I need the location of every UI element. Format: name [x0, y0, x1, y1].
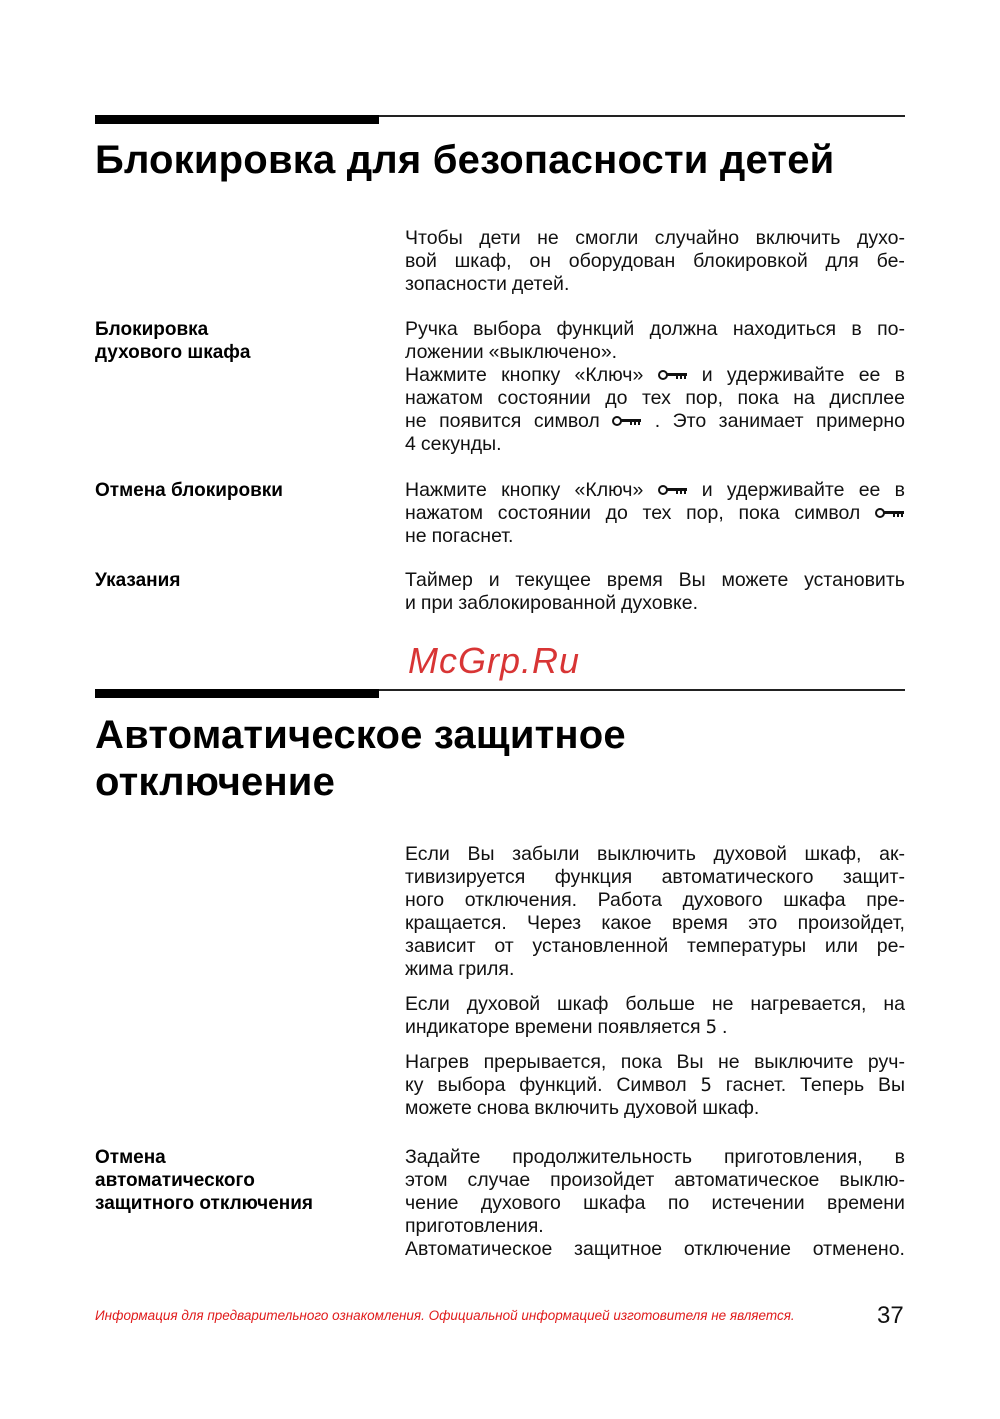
- word: какое: [601, 912, 652, 934]
- text-line: [405, 341, 905, 364]
- word: пор,: [686, 502, 724, 524]
- word: руч-: [867, 1051, 905, 1073]
- text-line: [405, 866, 905, 889]
- word: и: [488, 569, 500, 591]
- word: отключения.: [464, 889, 578, 911]
- label-line: автоматического: [95, 1170, 255, 1191]
- intro-paragraph: [405, 227, 905, 296]
- text-line: [405, 569, 905, 592]
- text-line: [405, 1169, 905, 1192]
- word: духовой: [466, 993, 541, 1015]
- word: до: [605, 502, 628, 524]
- word: и: [701, 479, 713, 501]
- word: оборудован: [568, 250, 676, 272]
- text-line: [405, 433, 905, 456]
- word: текущее: [515, 569, 591, 591]
- word: температуры: [687, 935, 807, 957]
- text-line: [405, 993, 905, 1016]
- text-line: [405, 410, 905, 433]
- word: пока: [738, 502, 780, 524]
- label-line: Отмена блокировки: [95, 480, 283, 501]
- word: на: [793, 387, 815, 409]
- word: продолжительность: [512, 1146, 693, 1168]
- text-line: [405, 479, 905, 502]
- word: время: [606, 569, 663, 591]
- word: «Ключ»: [574, 479, 644, 501]
- word: смогли: [575, 227, 639, 249]
- word: Вы: [676, 1051, 704, 1073]
- word: дисплее: [829, 387, 905, 409]
- word: Автоматическое: [405, 1238, 553, 1260]
- word: больше: [625, 993, 695, 1015]
- word: по-: [877, 318, 905, 340]
- word: выключите: [754, 1051, 854, 1073]
- word: ре-: [876, 935, 905, 957]
- text-line: [405, 1146, 905, 1169]
- word: выбора: [473, 318, 542, 340]
- word: кнопку: [501, 364, 561, 386]
- text-line: [405, 1074, 905, 1097]
- word: находиться: [732, 318, 837, 340]
- word: символ: [794, 502, 861, 524]
- word: не: [405, 410, 427, 432]
- label-cancel-auto-shutoff: [95, 1146, 385, 1215]
- word: шкафа: [583, 1192, 646, 1214]
- section-rule-bar: [95, 115, 379, 124]
- word: ложении: [405, 341, 484, 363]
- word: занимает: [718, 410, 804, 432]
- word: состоянии: [497, 502, 591, 524]
- word: пор,: [685, 387, 724, 409]
- text-line: [405, 502, 905, 525]
- word: индикаторе: [405, 1016, 510, 1038]
- word: Через: [527, 912, 582, 934]
- word: или: [824, 935, 859, 957]
- title-line: отключение: [95, 760, 336, 804]
- word: на: [883, 993, 905, 1015]
- word: зависит: [405, 935, 476, 957]
- word: забыли: [512, 843, 580, 865]
- word: символ: [533, 410, 600, 432]
- section-rule-bar: [95, 689, 379, 698]
- word: и: [405, 592, 416, 614]
- word: шкаф,: [454, 250, 512, 272]
- word: автоматическое: [674, 1169, 820, 1191]
- label-line: духового шкафа: [95, 342, 251, 363]
- word: Вы: [877, 1074, 905, 1096]
- word: от: [494, 935, 514, 957]
- word: в: [851, 318, 862, 340]
- text-line: [405, 592, 905, 615]
- word: кнопку: [501, 479, 561, 501]
- label-line: Блокировка: [95, 319, 209, 340]
- word: вой: [405, 250, 437, 272]
- word: это: [748, 912, 778, 934]
- word: состоянии: [497, 387, 591, 409]
- word: произойдет,: [797, 912, 905, 934]
- word: время: [671, 912, 728, 934]
- text-line: [405, 273, 905, 296]
- label-notes: [95, 569, 385, 592]
- word: ку: [405, 1074, 424, 1096]
- word: Работа: [597, 889, 663, 911]
- word: Задайте: [405, 1146, 481, 1168]
- word: тех: [641, 387, 671, 409]
- key-icon: [875, 502, 905, 514]
- word: погаснет.: [431, 525, 514, 547]
- word: «выключено».: [488, 341, 618, 363]
- word: защит-: [842, 866, 905, 888]
- word: примерно: [815, 410, 905, 432]
- word: выключить: [597, 843, 696, 865]
- word: времени: [514, 1016, 593, 1038]
- oven-lock-text: [405, 318, 905, 456]
- word: он: [529, 250, 551, 272]
- word: появляется: [597, 1016, 701, 1038]
- auto-shutoff-reset-text: [405, 1051, 905, 1120]
- word: и: [701, 364, 713, 386]
- word: этом: [405, 1169, 448, 1191]
- title-line: Автоматическое защитное: [95, 713, 626, 757]
- section-title-child-lock: Блокировка для безопасности детей: [95, 138, 835, 182]
- word: установить: [804, 569, 905, 591]
- word: защитное: [574, 1238, 663, 1260]
- section-title-auto-shutoff: [95, 712, 626, 806]
- word: Таймер: [405, 569, 473, 591]
- word: отменено.: [812, 1238, 905, 1260]
- text-line: [405, 912, 905, 935]
- word: бе-: [876, 250, 905, 272]
- text-line: [405, 1238, 905, 1261]
- word: ак-: [879, 843, 905, 865]
- word: установленной: [532, 935, 669, 957]
- word: Теперь: [800, 1074, 865, 1096]
- word: в: [894, 479, 905, 501]
- word: приготовления,: [723, 1146, 863, 1168]
- word: включить: [755, 227, 841, 249]
- word: не: [711, 993, 734, 1015]
- word: Это: [672, 410, 707, 432]
- word: истечении: [711, 1192, 805, 1214]
- text-line: [405, 227, 905, 250]
- word: произойдет: [550, 1169, 655, 1191]
- word: снова: [476, 1097, 530, 1119]
- word: чение: [405, 1192, 459, 1214]
- text-line: [405, 1016, 905, 1039]
- key-icon: [658, 479, 688, 491]
- display-symbol-5: 5: [705, 1016, 718, 1038]
- word: гаснет.: [725, 1074, 787, 1096]
- unlock-text: [405, 479, 905, 548]
- word: тивизируется: [405, 866, 526, 888]
- word: до: [605, 387, 628, 409]
- text-line: [405, 958, 905, 981]
- word: гриля.: [458, 958, 515, 980]
- word: Если: [405, 993, 450, 1015]
- word: жима: [405, 958, 454, 980]
- word: шкафа: [783, 889, 846, 911]
- text-line: [405, 387, 905, 410]
- word: удерживайте: [726, 479, 845, 501]
- text-line: [405, 318, 905, 341]
- word: появится: [439, 410, 522, 432]
- auto-shutoff-indicator-text: [405, 993, 905, 1039]
- word: Нагрев: [405, 1051, 470, 1073]
- word: Вы: [467, 843, 495, 865]
- label-line: Указания: [95, 570, 181, 591]
- word: прерывается,: [483, 1051, 607, 1073]
- word: случайно: [654, 227, 740, 249]
- notes-text: [405, 569, 905, 615]
- key-icon: [612, 410, 642, 422]
- word: заблокированной: [458, 592, 617, 614]
- word: Символ: [616, 1074, 687, 1096]
- word: можете: [405, 1097, 472, 1119]
- text-line: [405, 889, 905, 912]
- label-line: Отмена: [95, 1147, 166, 1168]
- key-icon: [658, 364, 688, 376]
- word: Нажмите: [405, 479, 487, 501]
- word: должна: [649, 318, 718, 340]
- word: выбора: [437, 1074, 506, 1096]
- text-line: [405, 935, 905, 958]
- word: для: [825, 250, 859, 272]
- word: функций: [556, 318, 635, 340]
- word: Нажмите: [405, 364, 487, 386]
- word: не: [537, 227, 559, 249]
- word: отключение: [683, 1238, 792, 1260]
- watermark: McGrp.Ru: [408, 640, 581, 681]
- text-line: [405, 1051, 905, 1074]
- word: духового: [480, 1192, 561, 1214]
- word: Вы: [678, 569, 706, 591]
- word: шкаф,: [804, 843, 862, 865]
- word: функция: [554, 866, 633, 888]
- display-symbol-5: 5: [700, 1074, 712, 1096]
- word: духовой: [624, 1097, 698, 1119]
- word: духо-: [856, 227, 905, 249]
- word: духового: [682, 889, 763, 911]
- text-line: [405, 364, 905, 387]
- word: удерживайте: [726, 364, 845, 386]
- word: функций.: [519, 1074, 603, 1096]
- word: шкаф: [556, 993, 609, 1015]
- auto-shutoff-text: [405, 843, 905, 981]
- label-line: защитного отключения: [95, 1193, 313, 1214]
- text-line: [405, 1097, 905, 1120]
- word: пре-: [866, 889, 905, 911]
- word: 4: [405, 433, 416, 455]
- footer-disclaimer: Информация для предварительного ознакомления. Официальной информацией изготовителя не является.: [95, 1308, 795, 1323]
- cancel-auto-shutoff-text: [405, 1146, 905, 1261]
- word: автоматического: [661, 866, 814, 888]
- word: можете: [721, 569, 789, 591]
- label-unlock: [95, 479, 385, 502]
- word: не: [405, 525, 427, 547]
- word: секунды.: [420, 433, 502, 455]
- word: детей.: [511, 273, 570, 295]
- text-line: [405, 1192, 905, 1215]
- word: в: [894, 1146, 905, 1168]
- word: .: [722, 1016, 728, 1038]
- word: духовке.: [621, 592, 698, 614]
- text-line: [405, 525, 905, 548]
- word: нажатом: [405, 387, 484, 409]
- word: ее: [858, 364, 881, 386]
- word: Чтобы: [405, 227, 463, 249]
- text-line: [405, 1215, 905, 1238]
- word: духовой: [713, 843, 787, 865]
- word: пока: [620, 1051, 663, 1073]
- word: зопасности: [405, 273, 507, 295]
- word: пока: [737, 387, 779, 409]
- word: выклю-: [839, 1169, 905, 1191]
- word: в: [894, 364, 905, 386]
- word: тех: [642, 502, 672, 524]
- text-line: [405, 843, 905, 866]
- word: не: [718, 1051, 740, 1073]
- word: включить: [534, 1097, 620, 1119]
- word: приготовления.: [405, 1215, 544, 1237]
- word: кращается.: [405, 912, 507, 934]
- word: .: [654, 410, 661, 432]
- word: случае: [467, 1169, 531, 1191]
- word: ного: [405, 889, 445, 911]
- word: нагревается,: [750, 993, 867, 1015]
- label-oven-lock: [95, 318, 385, 364]
- word: ее: [858, 479, 881, 501]
- word: при: [420, 592, 454, 614]
- word: нажатом: [405, 502, 484, 524]
- word: шкаф.: [702, 1097, 760, 1119]
- word: Ручка: [405, 318, 458, 340]
- word: дети: [479, 227, 521, 249]
- page-number: 37: [877, 1302, 904, 1329]
- word: блокировкой: [693, 250, 808, 272]
- word: «Ключ»: [574, 364, 644, 386]
- word: по: [667, 1192, 690, 1214]
- text-line: [405, 250, 905, 273]
- word: Если: [405, 843, 450, 865]
- word: времени: [826, 1192, 905, 1214]
